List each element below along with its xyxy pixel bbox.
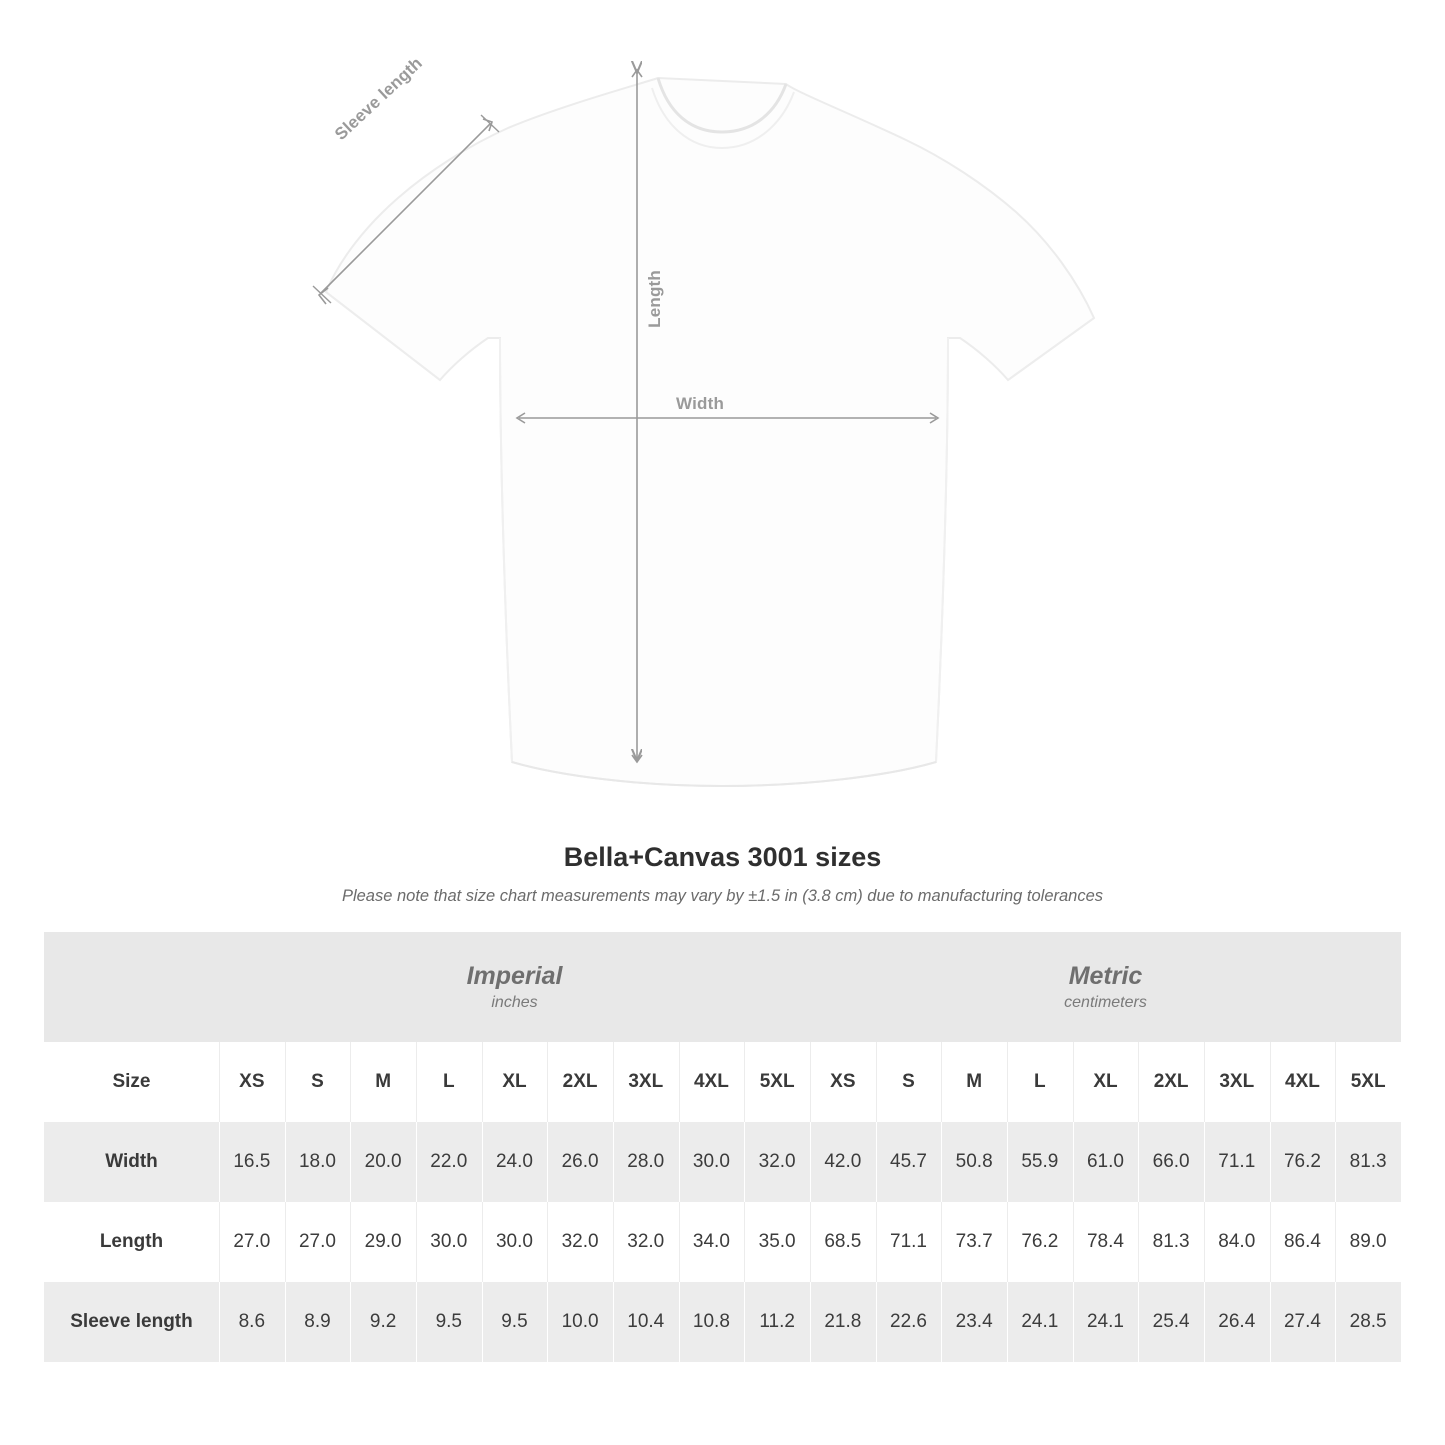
measurement-cell: 27.0 [219, 1202, 285, 1282]
size-cell: XS [219, 1042, 285, 1122]
measurement-cell: 76.2 [1007, 1202, 1073, 1282]
measurement-cell: 24.1 [1007, 1282, 1073, 1362]
size-cell: 5XL [744, 1042, 810, 1122]
unit-group-imperial [219, 932, 810, 1042]
tshirt-shape [326, 78, 1094, 786]
unit-group-imperial-sub: inches [491, 994, 538, 1012]
measurement-cell: 30.0 [679, 1122, 745, 1202]
measurement-cell: 34.0 [679, 1202, 745, 1282]
size-cell: 5XL [1335, 1042, 1401, 1122]
measurement-cell: 10.4 [613, 1282, 679, 1362]
unit-group-metric-name: Metric [1068, 961, 1143, 990]
measurement-cell: 71.1 [1204, 1122, 1270, 1202]
measurement-cell: 50.8 [941, 1122, 1007, 1202]
measurement-cell: 10.8 [679, 1282, 745, 1362]
measurement-cell: 76.2 [1270, 1122, 1336, 1202]
measurement-cell: 20.0 [350, 1122, 416, 1202]
measurement-cell: 8.6 [219, 1282, 285, 1362]
measurement-cell: 28.0 [613, 1122, 679, 1202]
measurement-cell: 24.1 [1073, 1282, 1139, 1362]
measurement-cell: 11.2 [744, 1282, 810, 1362]
measurement-cell: 81.3 [1335, 1122, 1401, 1202]
measurement-cell: 30.0 [416, 1202, 482, 1282]
measurement-cell: 81.3 [1138, 1202, 1204, 1282]
width-label: Width [676, 394, 725, 413]
measurement-cell: 22.6 [876, 1282, 942, 1362]
measurement-cell: 86.4 [1270, 1202, 1336, 1282]
measurement-cell: 21.8 [810, 1282, 876, 1362]
measurement-cell: 9.5 [482, 1282, 548, 1362]
unit-group-metric-sub: centimeters [1064, 994, 1147, 1012]
measurement-cell: 27.0 [285, 1202, 351, 1282]
measurement-cell: 26.4 [1204, 1282, 1270, 1362]
row-header-width: Width [44, 1122, 219, 1202]
row-header-size: Size [44, 1042, 219, 1122]
measurement-cell: 9.2 [350, 1282, 416, 1362]
measurement-cell: 45.7 [876, 1122, 942, 1202]
size-cell: M [941, 1042, 1007, 1122]
title-block [0, 842, 1445, 906]
size-cell: 4XL [679, 1042, 745, 1122]
measurement-cell: 89.0 [1335, 1202, 1401, 1282]
measurement-cell: 78.4 [1073, 1202, 1139, 1282]
size-cell: S [876, 1042, 942, 1122]
size-cell: L [416, 1042, 482, 1122]
length-label: Length [645, 270, 664, 328]
unit-header-row [44, 932, 1401, 1042]
table-row-sizes [44, 1042, 1401, 1122]
measurement-cell: 18.0 [285, 1122, 351, 1202]
size-cell: 2XL [547, 1042, 613, 1122]
size-cell: 3XL [613, 1042, 679, 1122]
size-cell: XL [482, 1042, 548, 1122]
measurement-cell: 84.0 [1204, 1202, 1270, 1282]
measurement-cell: 16.5 [219, 1122, 285, 1202]
unit-header-spacer [44, 932, 219, 1042]
measurement-cell: 32.0 [613, 1202, 679, 1282]
measurement-cell: 35.0 [744, 1202, 810, 1282]
measurement-cell: 73.7 [941, 1202, 1007, 1282]
size-cell: XL [1073, 1042, 1139, 1122]
unit-group-imperial-name: Imperial [466, 961, 563, 990]
table-row-sleeve-length [44, 1282, 1401, 1362]
measurement-cell: 28.5 [1335, 1282, 1401, 1362]
measurement-cell: 23.4 [941, 1282, 1007, 1362]
row-header-length: Length [44, 1202, 219, 1282]
page-title: Bella+Canvas 3001 sizes [563, 842, 882, 872]
measurement-cell: 71.1 [876, 1202, 942, 1282]
measurement-cell: 66.0 [1138, 1122, 1204, 1202]
measurement-cell: 10.0 [547, 1282, 613, 1362]
measurement-cell: 25.4 [1138, 1282, 1204, 1362]
measurement-cell: 22.0 [416, 1122, 482, 1202]
measurement-cell: 26.0 [547, 1122, 613, 1202]
table-row-width [44, 1122, 1401, 1202]
tolerance-note: Please note that size chart measurements may vary by ±1.5 in (3.8 cm) due to manufacturing tolerances [341, 887, 1104, 905]
unit-group-metric [810, 932, 1401, 1042]
measurement-cell: 61.0 [1073, 1122, 1139, 1202]
measurement-cell: 32.0 [547, 1202, 613, 1282]
size-cell: S [285, 1042, 351, 1122]
table-row-length [44, 1202, 1401, 1282]
measurement-cell: 29.0 [350, 1202, 416, 1282]
size-table [44, 932, 1401, 1362]
measurement-cell: 68.5 [810, 1202, 876, 1282]
size-cell: XS [810, 1042, 876, 1122]
size-table-wrapper [44, 932, 1401, 1362]
size-cell: M [350, 1042, 416, 1122]
measurement-cell: 24.0 [482, 1122, 548, 1202]
measurement-cell: 8.9 [285, 1282, 351, 1362]
size-cell: L [1007, 1042, 1073, 1122]
size-cell: 4XL [1270, 1042, 1336, 1122]
measurement-cell: 32.0 [744, 1122, 810, 1202]
measurement-cell: 30.0 [482, 1202, 548, 1282]
size-cell: 2XL [1138, 1042, 1204, 1122]
measurement-cell: 42.0 [810, 1122, 876, 1202]
measurement-cell: 27.4 [1270, 1282, 1336, 1362]
sleeve-length-label: Sleeve length [331, 53, 427, 144]
size-cell: 3XL [1204, 1042, 1270, 1122]
measurement-cell: 55.9 [1007, 1122, 1073, 1202]
row-header-sleeve-length: Sleeve length [44, 1282, 219, 1362]
measurement-cell: 9.5 [416, 1282, 482, 1362]
